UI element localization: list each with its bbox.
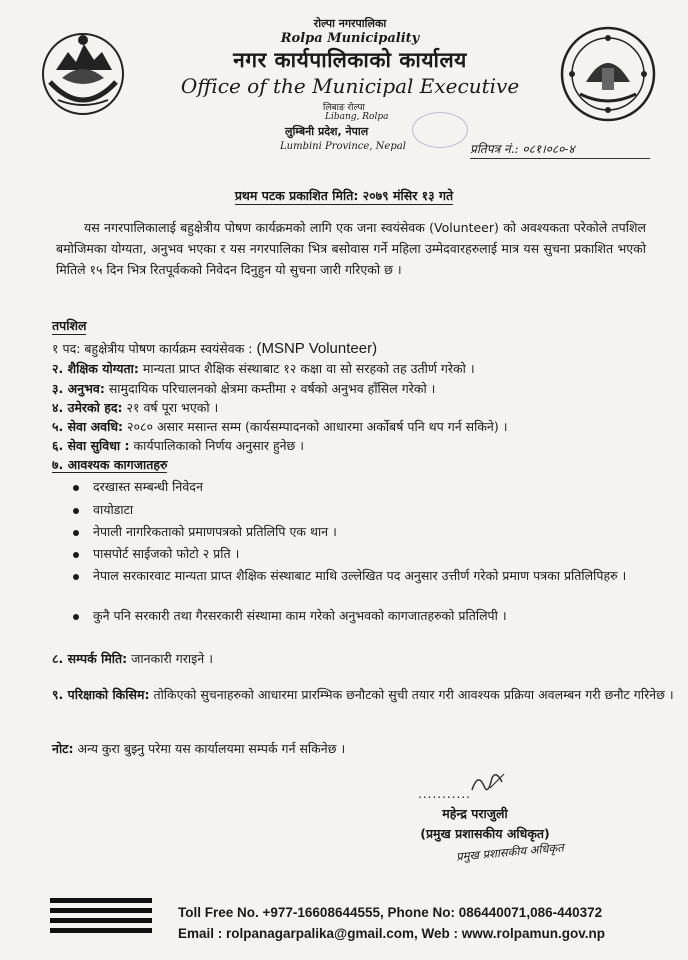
notice-title: प्रथम पटक प्रकाशित मिति: २०७९ मंसिर १३ गते xyxy=(234,188,454,203)
signature-dots: ........... xyxy=(418,787,471,801)
document-item: नेपाली नागरिकताको प्रमाणपत्रको प्रतिलिपि एक थान । xyxy=(73,522,633,542)
signatory-name: महेन्द्र पराजुली xyxy=(442,806,508,821)
exam-type-item: ९. परिक्षाको किसिम: तोकिएको सुचनाहरुको आधारमा प्रारम्भिक छनौटको सुची तयार गरी आवश्यक प्रक्रिया अवलम्बन गरी छनौट गरिनेछ । xyxy=(52,687,674,702)
document-item: वायोडाटा xyxy=(73,500,633,520)
municipality-name-en: Rolpa Municipality xyxy=(280,31,420,46)
footer-email-web: Email : rolpanagarpalika@gmail.com, Web : www.rolpamun.gov.np xyxy=(178,926,605,941)
office-name-en: Office of the Municipal Executive xyxy=(180,74,520,98)
signatory-title: (प्रमुख प्रशासकीय अधिकृत) xyxy=(420,826,550,841)
footer-bars xyxy=(50,898,152,938)
intro-paragraph: यस नगरपालिकालाई बहुक्षेत्रीय पोषण कार्यक्रमको लागि एक जना स्वयंसेवक (Volunteer) को अवश्यकता परेकोले तपशिल बमोजिमका योग्यता, अनुभव भएका र यस नगरपालिका भित्र बसोवास गर्ने महिला उम्मेदवारहरुलाई मात्र यस सुचना प्रकाशित भएको मितिले १५ दिन भित्र रितपूर्वकको निवेदन दिनुहुन यो सुचना जारी गरिएको छ । xyxy=(56,220,646,277)
handwritten-signature xyxy=(468,768,508,802)
list-item: ६. सेवा सुविधा : कार्यपालिकाको निर्णय अनुसार हुनेछ । xyxy=(52,438,305,453)
address-np: लिबाङ रोल्पा xyxy=(323,103,365,113)
province-en: Lumbini Province, Nepal xyxy=(280,141,406,152)
list-item: १ पद: बहुक्षेत्रीय पोषण कार्यक्रम स्वयंसेवक : (MSNP Volunteer) xyxy=(52,340,378,357)
signatory-title-handwritten: प्रमुख प्रशासकीय अधिकृत xyxy=(455,840,565,864)
reference-underline xyxy=(470,158,650,159)
office-name-np: नगर कार्यपालिकाको कार्यालय xyxy=(233,48,467,72)
list-item: २. शैक्षिक योग्यता: मान्यता प्राप्त शैक्षिक संस्थाबाट १२ कक्षा वा सो सरहको तह उतीर्ण गरेको । xyxy=(52,361,475,376)
reference-value: ०८१।०८०-४ xyxy=(522,142,575,156)
document-item: कुनै पनि सरकारी तथा गैरसरकारी संस्थामा काम गरेको अनुभवको कागजातहरुको प्रतिलिपी । xyxy=(73,606,633,626)
nepal-emblem-icon xyxy=(38,30,128,122)
municipality-name-np: रोल्पा नगरपालिका xyxy=(313,17,387,30)
address-en: Libang, Rolpa xyxy=(325,112,389,122)
list-item: ३. अनुभव: सामुदायिक परिचालनको क्षेत्रमा कम्तीमा २ वर्षको अनुभव हाँसिल गरेको । xyxy=(52,381,436,396)
section-heading: तपशिल xyxy=(52,318,87,333)
document-item: दरखास्त सम्बन्धी निवेदन xyxy=(73,477,633,497)
footer-phone: Toll Free No. +977-16608644555, Phone No: 086440071,086-440372 xyxy=(178,905,603,920)
reference-label: प्रतिपत्र नं.: xyxy=(470,142,519,156)
list-item: ५. सेवा अवधि: २०८० असार मसान्त सम्म (कार्यसम्पादनको आधारमा अर्कोबर्ष पनि थप गर्न सकिने) । xyxy=(52,419,508,434)
list-item: ४. उमेरको हद: २१ वर्ष पूरा भएको । xyxy=(52,400,219,415)
province-np: लुम्बिनी प्रदेश, नेपाल xyxy=(285,125,369,138)
list-item: ७. आवश्यक कागजातहरु xyxy=(52,457,168,472)
reference-number xyxy=(470,140,575,157)
letterhead xyxy=(170,16,530,98)
document-item: पासपोर्ट साईजको फोटो २ प्रति । xyxy=(73,544,633,564)
office-stamp xyxy=(412,112,468,148)
municipality-logo-icon xyxy=(558,24,658,124)
contact-date-item: ८. सम्पर्क मिति: जानकारी गराइने । xyxy=(52,651,213,666)
document-item: नेपाल सरकारवाट मान्यता प्राप्त शैक्षिक संस्थाबाट माथि उल्लेखित पद अनुसार उत्तीर्ण गरेको प्रमाण पत्रका प्रतिलिपिहरु । xyxy=(73,566,653,586)
note: नोट: अन्य कुरा बुझ्नु परेमा यस कार्यालयमा सम्पर्क गर्न सकिनेछ । xyxy=(52,741,346,756)
